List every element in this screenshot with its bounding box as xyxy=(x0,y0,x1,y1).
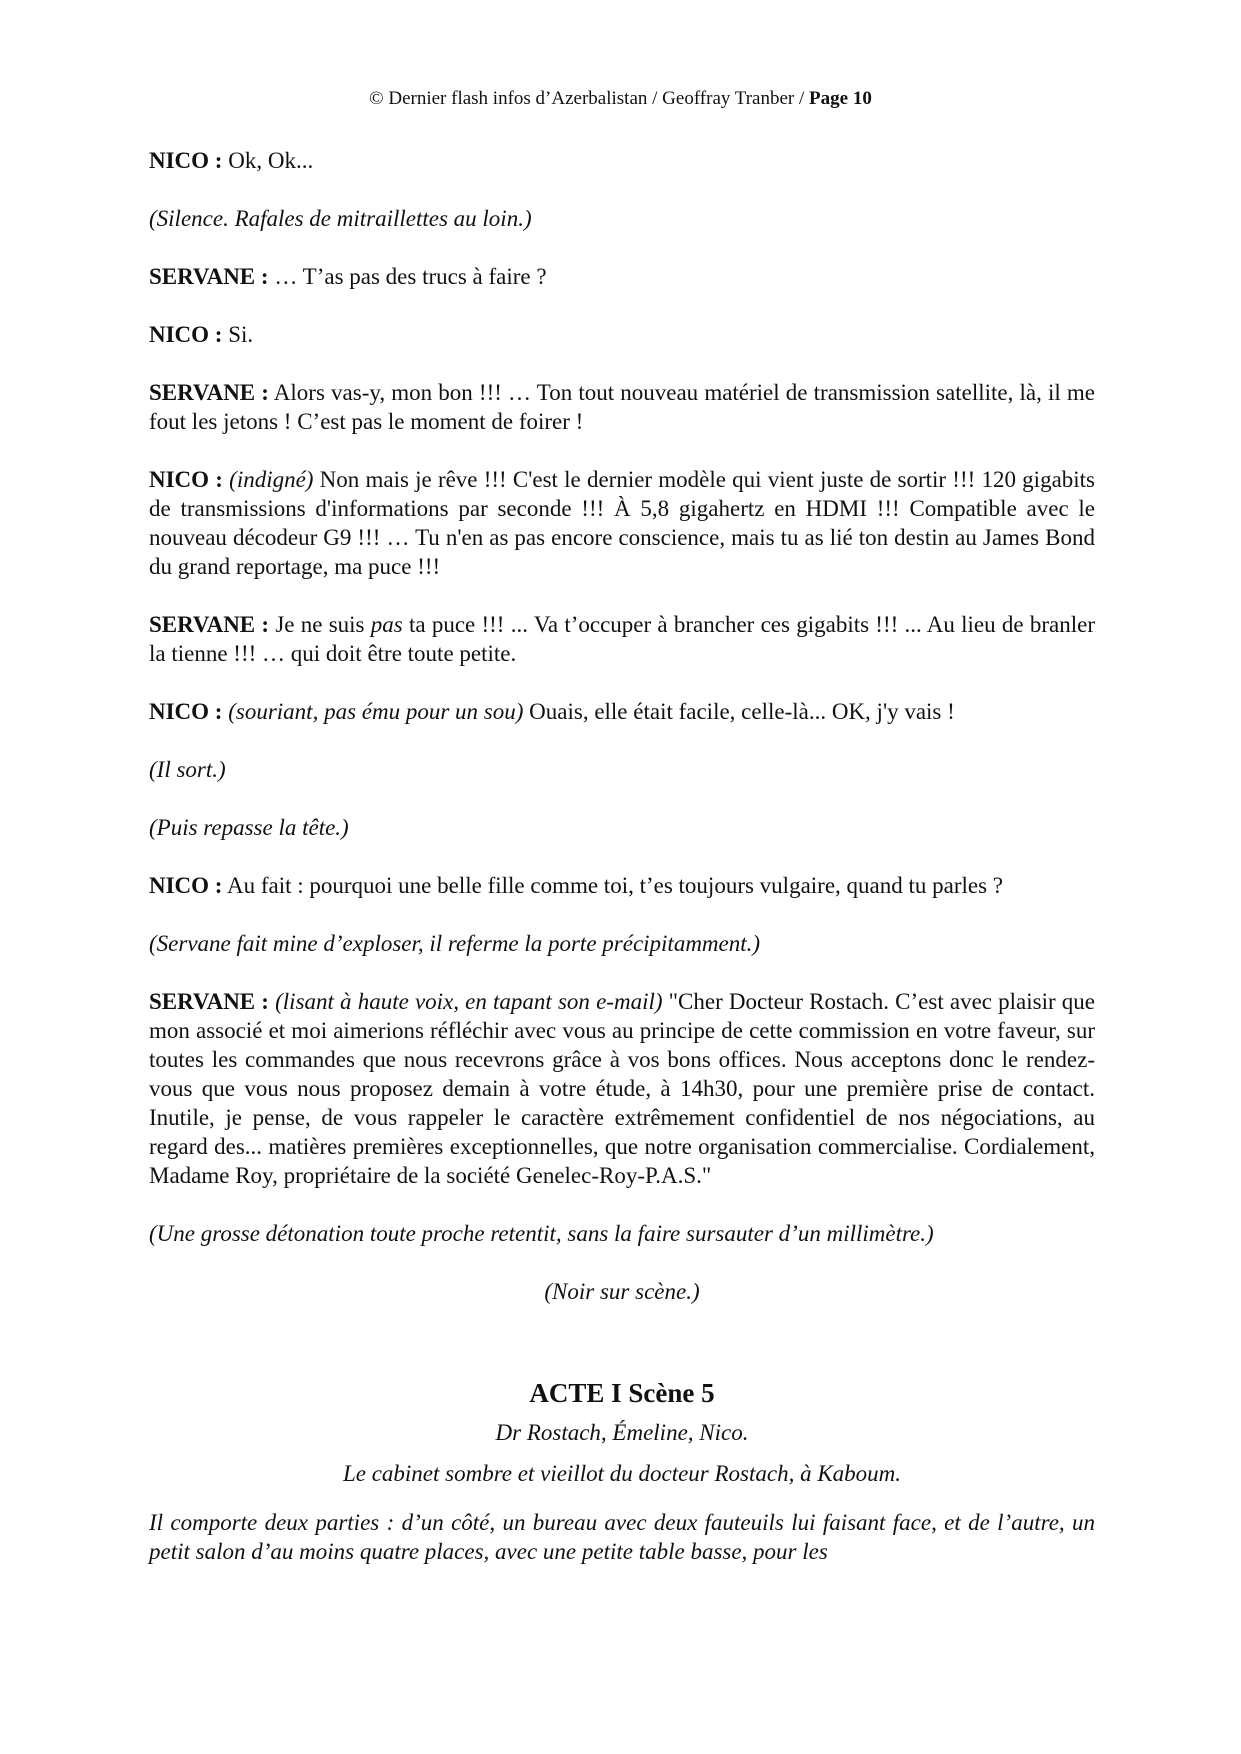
scene-characters: Dr Rostach, Émeline, Nico. xyxy=(495,1420,749,1445)
dialogue-line xyxy=(149,697,1095,726)
speaker-name: NICO : xyxy=(149,322,223,347)
stage-direction: (Silence. Rafales de mitraillettes au loin.) xyxy=(149,206,532,231)
dialogue-line xyxy=(149,871,1095,900)
dialogue-text: Au fait : pourquoi une belle fille comme toi, t’es toujours vulgaire, quand tu parles ? xyxy=(222,873,1004,898)
dialogue-text: Je ne suis xyxy=(269,612,371,637)
dialogue-text: "Cher Docteur Rostach. C’est avec plaisir que mon associé et moi aimerions réfléchir avec vous au principe de cette commission en votre faveur, sur toutes les commandes que nous recevrons grâce à vos bons offices. Nous acceptons donc le rendez-vous que vous nous proposez demain à votre étude, à 14h30, pour une première prise de contact. Inutile, je pense, de vous rappeler le caractère extrêmement confidentiel de nos négociations, au regard des... matières premières exceptionnelles, que notre organisation commercialise. Cordialement, Madame Roy, propriétaire de la société Genelec-Roy-P.A.S." xyxy=(149,989,1095,1188)
speaker-name: NICO : xyxy=(149,873,223,898)
inline-direction: (indigné) xyxy=(229,467,314,492)
page-header xyxy=(0,87,1241,111)
scene-description: Il comporte deux parties : d’un côté, un bureau avec deux fauteuils lui faisant face, et de l’autre, un petit salon d’au moins quatre places, avec une petite table basse, pour les xyxy=(149,1510,1095,1564)
dialogue-line xyxy=(149,320,1095,349)
speaker-name: SERVANE : xyxy=(149,612,270,637)
speaker-name: NICO : xyxy=(149,148,223,173)
stage-direction: (Il sort.) xyxy=(149,757,226,782)
dialogue-line xyxy=(149,610,1095,668)
dialogue-text: Non mais je rêve !!! C'est le dernier modèle qui vient juste de sortir !!! 120 gigabits de transmissions d'informations par seconde !!! À 5,8 gigahertz en HDMI !!! Compatible avec le nouveau décodeur G9 !!! … Tu n'en as pas encore conscience, mais tu as lié ton destin au James Bond du grand reportage, ma puce !!! xyxy=(149,467,1096,579)
scene-title: ACTE I Scène 5 xyxy=(529,1378,715,1408)
dialogue-text: Ok, Ok... xyxy=(222,148,314,173)
dialogue-line xyxy=(149,378,1095,436)
page-number: Page 10 xyxy=(809,88,872,109)
dialogue-line xyxy=(149,987,1095,1190)
speaker-name: NICO : xyxy=(149,699,223,724)
dialogue-text: ta puce !!! ... Va t’occuper à brancher ces gigabits !!! ... Au lieu de branler la tienne !!! … qui doit être toute petite. xyxy=(149,612,1095,666)
dialogue-line xyxy=(149,465,1095,581)
dialogue-line xyxy=(149,146,1095,175)
emphasis: pas xyxy=(370,612,403,637)
dialogue-text: … T’as pas des trucs à faire ? xyxy=(268,264,547,289)
stage-direction: (Puis repasse la tête.) xyxy=(149,815,349,840)
dialogue-text: Alors vas-y, mon bon !!! … Ton tout nouveau matériel de transmission satellite, là, il me fout les jetons ! C’est pas le moment de foirer ! xyxy=(149,380,1095,434)
dialogue-line xyxy=(149,262,1095,291)
scene-setting: Le cabinet sombre et vieillot du docteur Rostach, à Kaboum. xyxy=(342,1461,902,1486)
script-body xyxy=(149,146,1095,1595)
dialogue-text: Ouais, elle était facile, celle-là... OK, j'y vais ! xyxy=(523,699,955,724)
dialogue-text: Si. xyxy=(222,322,254,347)
speaker-name: NICO : xyxy=(149,467,223,492)
stage-direction-centered: (Noir sur scène.) xyxy=(544,1279,700,1304)
speaker-name: SERVANE : xyxy=(149,380,269,405)
header-text: © Dernier flash infos d’Azerbalistan / Geoffray Tranber / xyxy=(369,88,810,109)
stage-direction: (Une grosse détonation toute proche retentit, sans la faire sursauter d’un millimètre.) xyxy=(149,1221,934,1246)
inline-direction: (lisant à haute voix, en tapant son e-mail) xyxy=(275,989,663,1014)
stage-direction: (Servane fait mine d’exploser, il referme la porte précipitamment.) xyxy=(149,931,761,956)
speaker-name: SERVANE : xyxy=(149,989,269,1014)
inline-direction: (souriant, pas ému pour un sou) xyxy=(228,699,524,724)
speaker-name: SERVANE : xyxy=(149,264,269,289)
